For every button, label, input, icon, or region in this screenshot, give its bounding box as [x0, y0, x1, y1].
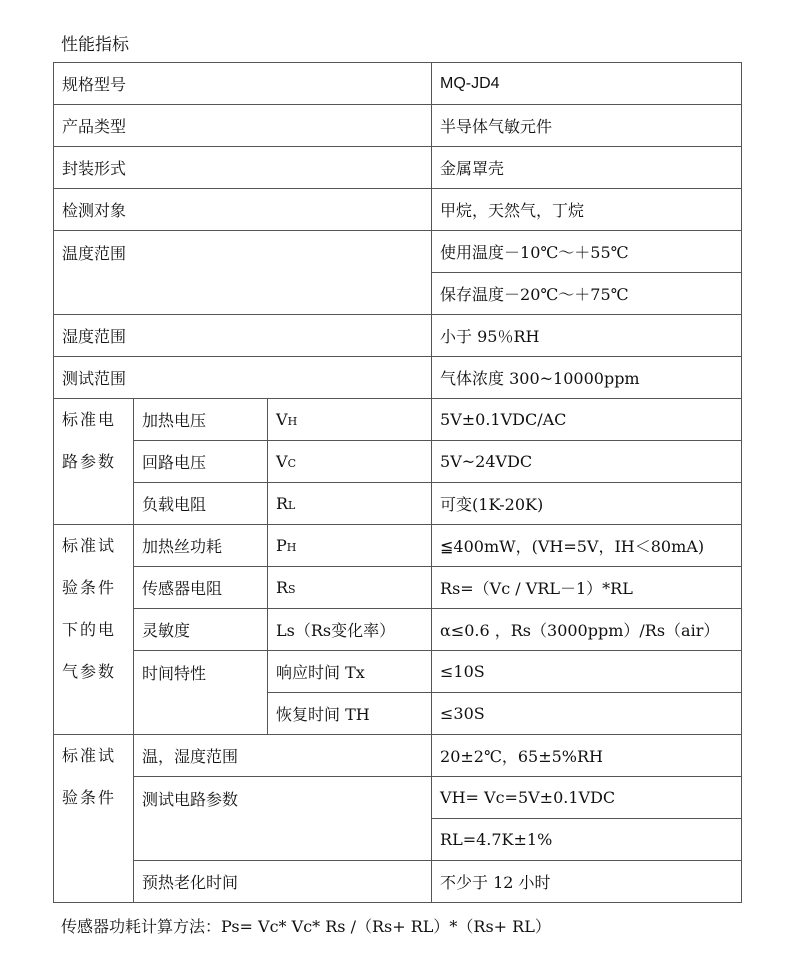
value-temp-use: 使用温度－10℃～＋55℃ [432, 231, 742, 273]
table-row [54, 777, 742, 819]
table-row [54, 399, 742, 441]
param-value: Rs=（Vc / VRL－1）*RL [432, 567, 742, 609]
label-range: 测试范围 [54, 357, 432, 399]
table-row [54, 567, 742, 609]
param-value: RL=4.7K±1% [432, 819, 742, 861]
label-type: 产品类型 [54, 105, 432, 147]
param-symbol [268, 567, 432, 609]
param-value: α≤0.6 ，Rs（3000ppm）/Rs（air） [432, 609, 742, 651]
power-formula: 传感器功耗计算方法：Ps= Vc* Vc* Rs /（Rs+ RL）*（Rs+ RL） [61, 917, 551, 936]
value-type: 半导体气敏元件 [432, 105, 742, 147]
param-name: 回路电压 [134, 441, 268, 483]
table-row [54, 525, 742, 567]
param-symbol [268, 399, 432, 441]
param-value: VH= Vc=5V±0.1VDC [432, 777, 742, 819]
group-conditions-label: 标准试验条件 [62, 746, 117, 807]
group-electrical-label: 标准试验条件下的电气参数 [62, 536, 117, 681]
spec-table [53, 62, 742, 903]
param-value: ≦400mW，(VH=5V，IH＜80mA) [432, 525, 742, 567]
label-humidity: 湿度范围 [54, 315, 432, 357]
param-name: 时间特性 [134, 651, 268, 735]
param-symbol [268, 441, 432, 483]
param-value: 5V~24VDC [432, 441, 742, 483]
param-name: 温，湿度范围 [134, 735, 432, 777]
param-symbol: 恢复时间 TH [268, 693, 432, 735]
value-humidity: 小于 95％RH [432, 315, 742, 357]
symbol-main: V [276, 410, 288, 429]
param-name: 加热丝功耗 [134, 525, 268, 567]
value-target: 甲烷，天然气，丁烷 [432, 189, 742, 231]
label-target: 检测对象 [54, 189, 432, 231]
symbol-sub: S [288, 583, 296, 596]
symbol-sub: L [288, 499, 296, 512]
param-value: 5V±0.1VDC/AC [432, 399, 742, 441]
table-row [54, 483, 742, 525]
group-circuit-label: 标准电路参数 [62, 410, 117, 471]
section-heading: 性能指标 [61, 35, 129, 55]
symbol-sub: H [286, 541, 297, 554]
table-row [54, 609, 742, 651]
table-row [54, 63, 742, 105]
param-symbol: 响应时间 Tx [268, 651, 432, 693]
group-conditions [54, 735, 134, 903]
symbol-main: V [276, 452, 288, 471]
table-row [54, 651, 742, 693]
symbol-main: R [276, 578, 289, 597]
label-model: 规格型号 [54, 63, 432, 105]
symbol-main: R [276, 494, 289, 513]
param-name: 预热老化时间 [134, 861, 432, 903]
symbol-sub: C [287, 457, 296, 470]
param-value: 不少于 12 小时 [432, 861, 742, 903]
table-row [54, 861, 742, 903]
label-package: 封装形式 [54, 147, 432, 189]
param-name: 灵敏度 [134, 609, 268, 651]
table-row [54, 441, 742, 483]
table-row [54, 105, 742, 147]
symbol-main: P [276, 536, 287, 555]
param-value: ≤30S [432, 693, 742, 735]
value-model: MQ-JD4 [432, 63, 742, 105]
label-temperature: 温度范围 [54, 231, 432, 315]
table-row [54, 147, 742, 189]
param-name: 加热电压 [134, 399, 268, 441]
param-name: 传感器电阻 [134, 567, 268, 609]
param-symbol: Ls（Rs变化率） [268, 609, 432, 651]
table-row [54, 189, 742, 231]
param-name: 测试电路参数 [134, 777, 432, 861]
param-symbol [268, 525, 432, 567]
table-row [54, 231, 742, 273]
group-circuit [54, 399, 134, 525]
table-row [54, 315, 742, 357]
value-temp-store: 保存温度－20℃～＋75℃ [432, 273, 742, 315]
table-row [54, 735, 742, 777]
param-symbol [268, 483, 432, 525]
param-name: 负载电阻 [134, 483, 268, 525]
param-value: 20±2℃，65±5%RH [432, 735, 742, 777]
table-row [54, 357, 742, 399]
param-value: 可变(1K-20K) [432, 483, 742, 525]
param-value: ≤10S [432, 651, 742, 693]
value-range: 气体浓度 300~10000ppm [432, 357, 742, 399]
symbol-sub: H [287, 415, 298, 428]
group-electrical [54, 525, 134, 735]
value-package: 金属罩壳 [432, 147, 742, 189]
